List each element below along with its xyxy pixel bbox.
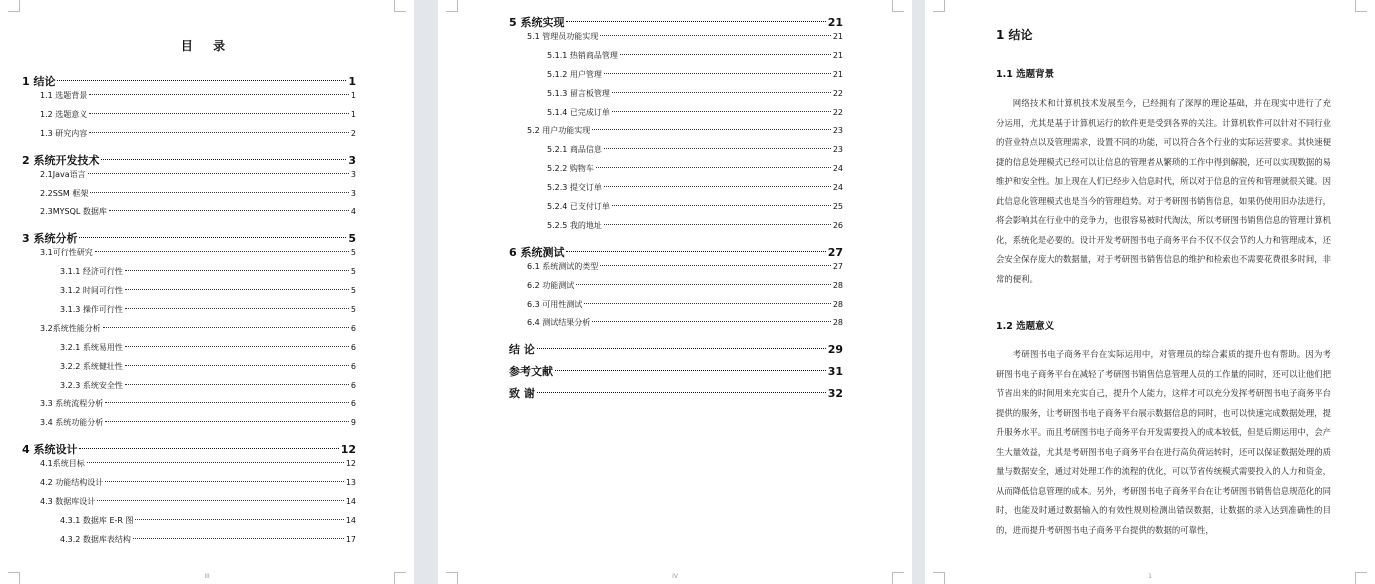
toc-entry-label: 3.1可行性研究 — [40, 248, 93, 258]
toc-entry-page: 28 — [832, 299, 843, 309]
toc-leader-dots — [79, 237, 346, 238]
toc-entry-label: 3.1.2 时间可行性 — [60, 286, 123, 296]
toc-entry-label: 4.3 数据库设计 — [40, 497, 96, 507]
toc-entry-label: 3.2.1 系统易用性 — [60, 342, 123, 352]
toc-leader-dots — [537, 392, 826, 393]
toc-leader-dots — [566, 251, 825, 252]
toc-leader-dots — [592, 129, 831, 130]
toc-entry-page: 12 — [345, 459, 356, 469]
toc-entry-page: 22 — [832, 88, 843, 98]
toc-entry-page: 17 — [345, 534, 356, 544]
page-corner-mark — [446, 0, 458, 12]
document-page-toc-1 — [0, 0, 414, 584]
document-page-chapter-1 — [925, 0, 1375, 584]
toc-entry-label: 6.1 系统测试的类型 — [527, 261, 599, 271]
page-number: IV — [672, 573, 678, 580]
toc-leader-dots — [105, 402, 349, 403]
toc-leader-dots — [592, 321, 831, 322]
toc-entry-level-2[interactable] — [22, 417, 356, 436]
toc-entry-level-2[interactable] — [22, 206, 356, 225]
toc-entry-page: 29 — [827, 343, 843, 357]
toc-leader-dots — [612, 111, 831, 112]
toc-entry-page: 3 — [350, 188, 356, 198]
toc-leader-dots — [79, 448, 338, 449]
page-corner-mark — [933, 0, 945, 12]
page-number: 1 — [1148, 573, 1152, 580]
toc-entry-label: 1.3 研究内容 — [40, 128, 88, 138]
toc-leader-dots — [109, 210, 349, 211]
toc-entry-label: 3.1.3 操作可行性 — [60, 305, 123, 315]
toc-entry-label: 4 系统设计 — [22, 443, 78, 457]
toc-leader-dots — [135, 519, 343, 520]
toc-entry-page: 14 — [345, 497, 356, 507]
toc-title: 目 录 — [180, 39, 234, 53]
toc-entry-page: 4 — [350, 207, 356, 217]
toc-entry-page: 3 — [348, 153, 356, 167]
toc-entry-label: 3.3 系统流程分析 — [40, 399, 104, 409]
toc-entry-page: 9 — [350, 418, 356, 428]
paragraph-significance: 考研图书电子商务平台在实际运用中，对管理员的综合素质的提升也有帮助。因为考研图书电子商务平台在减轻了考研图书销售信息管理人员的工作量的同时，还可以让他们把节省出来的时间用来充实自己，提升个人能力，这样才可以充分发挥考研图书电子商务平台提供的服务，让考研图书电子商务平台展示数据信息的同时，也可以快速完成数据处理，提升服务水平。而且考研图书电子商务平台开发需要投入的成本较低，但是后期运用中，会产生大量效益，尤其是考研图书电子商务平台在进行高负荷运转时，还可以保证数据处理的质量与数据安全，通过对处理工作的流程的优化，可以节省传统模式需要投入的人力和资金，从而降低信息管理的成本。另外，考研图书电子商务平台在让考研图书销售信息规范化的同时，也能及时通过数据输入的有效性规则检测出错误数据，让数据的录入达到准确性的目的，进而提升考研图书电子商务平台提供的数据的可靠性， — [996, 349, 1331, 535]
toc-entry-label: 1.2 选题意义 — [40, 109, 88, 119]
toc-leader-dots — [95, 251, 349, 252]
toc-entry-page: 26 — [832, 220, 843, 230]
toc-entry-page: 25 — [832, 202, 843, 212]
toc-entry-page: 21 — [827, 16, 843, 29]
toc-leader-dots — [125, 346, 349, 347]
toc-entry-page: 23 — [832, 145, 843, 155]
section-title-significance: 1.2 选题意义 — [996, 321, 1055, 332]
toc-entry-level-2[interactable] — [22, 247, 356, 266]
toc-entry-page: 6 — [350, 323, 356, 333]
toc-leader-dots — [604, 73, 831, 74]
toc-entry-label: 6.2 功能测试 — [527, 280, 575, 290]
toc-entry-level-1[interactable] — [509, 13, 843, 31]
toc-leader-dots — [125, 308, 349, 309]
toc-leader-dots — [87, 462, 344, 463]
toc-leader-dots — [105, 481, 344, 482]
toc-entry-label: 5.2 用户功能实现 — [527, 126, 591, 136]
toc-entry-page: 31 — [827, 365, 843, 379]
toc-entry-label: 4.3.1 数据库 E-R 图 — [60, 515, 134, 525]
toc-entry-label: 5.2.1 商品信息 — [547, 145, 602, 155]
toc-leader-dots — [90, 192, 349, 193]
toc-entry-page: 23 — [832, 126, 843, 136]
document-page-toc-2 — [438, 0, 912, 584]
toc-entry-level-3[interactable] — [509, 220, 843, 239]
paragraph-background: 网络技术和计算机技术发展至今，已经拥有了深厚的理论基础，并在现实中进行了充分运用，尤其是基于计算机运行的软件更是受到各界的关注。计算机软件可以针对不同行业的营业特点以及管理需求，设置不同的功能，可以符合各个行业的实际运营要求。其快速便捷的信息处理模式已经可以让信息的管理者从繁琐的工作中得到解脱，还可以实现数据的易维护和安全性。加上现在人们已经步入信息时代，所以对于信息的宣传和管理就很关键。因此信息化管理模式也是当今的管理趋势。对于考研图书销售信息，如果仍使用旧办法进行，将会影响其在行业中的竞争力，也很容易被时代淘汰，所以考研图书销售信息的管理计算机化，系统化是必要的。设计开发考研图书电子商务平台不仅不仅会节约人力和管理成本，还会安全保存庞大的数据量，对于考研图书销售信息的维护和检索也不需要花费很多时间，非常的便利。 — [996, 98, 1331, 284]
toc-entry-page: 28 — [832, 318, 843, 328]
toc-entry-page: 3 — [350, 169, 356, 179]
toc-entry-level-2[interactable] — [509, 261, 843, 280]
toc-entry-label: 6.4 测试结果分析 — [527, 318, 591, 328]
toc-entry-page: 2 — [350, 128, 356, 138]
toc-entry-label: 5.1.2 用户管理 — [547, 69, 602, 79]
page-number: III — [204, 573, 210, 580]
toc-leader-dots — [57, 80, 346, 81]
toc-entry-level-2[interactable] — [509, 299, 843, 318]
toc-entry-level-1[interactable] — [22, 440, 356, 458]
toc-entry-label: 5.1.1 热销商品管理 — [547, 50, 618, 60]
toc-entry-label: 2.1Java语言 — [40, 169, 86, 179]
toc-leader-dots — [612, 92, 831, 93]
toc-entry-page: 6 — [350, 380, 356, 390]
toc-entry-label: 5.2.2 购物车 — [547, 164, 594, 174]
toc-entry-label: 5.1 管理员功能实现 — [527, 32, 599, 41]
toc-entry-page: 6 — [350, 342, 356, 352]
toc-leader-dots — [133, 538, 344, 539]
toc-entry-label: 3 系统分析 — [22, 232, 78, 246]
toc-entry-label: 2.2SSM 框架 — [40, 188, 89, 198]
toc-leader-dots — [604, 186, 831, 187]
toc-entry-level-2[interactable] — [22, 109, 356, 128]
toc-entry-level-2[interactable] — [22, 477, 356, 496]
toc-entry-page: 24 — [832, 183, 843, 193]
toc-leader-dots — [105, 421, 349, 422]
toc-entry-label: 3.2.3 系统安全性 — [60, 380, 123, 390]
toc-entry-label: 4.3.2 数据库表结构 — [60, 534, 131, 544]
toc-entry-level-3[interactable] — [509, 201, 843, 220]
toc-leader-dots — [125, 289, 349, 290]
page-corner-mark — [394, 0, 406, 12]
toc-entry-level-3[interactable] — [509, 50, 843, 69]
toc-entry-level-3[interactable] — [509, 163, 843, 182]
page-corner-mark — [892, 0, 904, 12]
toc-entry-level-2[interactable] — [22, 496, 356, 515]
toc-entry-label: 1.1 选题背景 — [40, 91, 88, 100]
toc-leader-dots — [125, 384, 349, 385]
toc-entry-page: 1 — [350, 109, 356, 119]
toc-entry-label: 3.1.1 经济可行性 — [60, 267, 123, 277]
toc-entry-level-2[interactable] — [22, 169, 356, 188]
toc-entry-level-3[interactable] — [22, 285, 356, 304]
toc-entry-level-1[interactable] — [22, 229, 356, 247]
toc-entry-label: 4.1系统目标 — [40, 459, 85, 469]
toc-entry-label: 5.1.4 已完成订单 — [547, 107, 610, 117]
page-corner-mark — [1355, 0, 1367, 12]
toc-leader-dots — [620, 54, 831, 55]
toc-entry-label: 致 谢 — [509, 387, 535, 401]
toc-leader-dots — [101, 159, 346, 160]
toc-entry-level-2[interactable] — [22, 188, 356, 207]
toc-entry-level-2[interactable] — [22, 323, 356, 342]
toc-entry-level-1[interactable] — [509, 243, 843, 261]
toc-leader-dots — [89, 94, 349, 95]
toc-entry-label: 2.3MYSQL 数据库 — [40, 207, 107, 217]
toc-leader-dots — [537, 348, 826, 349]
toc-entry-level-3[interactable] — [22, 304, 356, 323]
toc-entry-label: 参考文献 — [509, 365, 553, 379]
toc-entry-page: 6 — [350, 399, 356, 409]
toc-entry-level-3[interactable] — [22, 342, 356, 361]
toc-entry-label: 6.3 可用性测试 — [527, 299, 583, 309]
toc-leader-dots — [600, 35, 831, 36]
toc-leader-dots — [88, 173, 349, 174]
toc-entry-level-3[interactable] — [22, 380, 356, 399]
toc-entry-page: 32 — [827, 387, 843, 401]
toc-entry-page: 1 — [348, 75, 356, 88]
toc-entry-page: 5 — [350, 267, 356, 277]
toc-entry-page: 12 — [340, 443, 356, 457]
toc-list — [22, 72, 356, 553]
toc-entry-label: 3.4 系统功能分析 — [40, 418, 104, 428]
toc-entry-page: 27 — [827, 245, 843, 259]
toc-entry-page: 14 — [345, 515, 356, 525]
toc-entry-level-2[interactable] — [509, 31, 843, 50]
toc-entry-level-2[interactable] — [509, 280, 843, 299]
toc-entry-level-3[interactable] — [509, 69, 843, 88]
toc-entry-level-2[interactable] — [22, 458, 356, 477]
toc-entry-level-1[interactable] — [509, 362, 843, 380]
toc-entry-level-3[interactable] — [22, 266, 356, 285]
toc-entry-level-1[interactable] — [509, 384, 843, 402]
toc-leader-dots — [600, 265, 831, 266]
toc-entry-level-3[interactable] — [22, 361, 356, 380]
toc-entry-page: 21 — [832, 32, 843, 41]
toc-leader-dots — [103, 327, 349, 328]
toc-entry-level-2[interactable] — [22, 90, 356, 109]
toc-entry-level-2[interactable] — [22, 398, 356, 417]
toc-entry-level-3[interactable] — [22, 534, 356, 553]
toc-entry-label: 5 系统实现 — [509, 16, 565, 29]
toc-leader-dots — [97, 500, 344, 501]
toc-leader-dots — [89, 113, 349, 114]
toc-entry-page: 27 — [832, 261, 843, 271]
toc-entry-level-3[interactable] — [509, 144, 843, 163]
toc-leader-dots — [125, 365, 349, 366]
toc-entry-level-3[interactable] — [509, 107, 843, 126]
toc-entry-page: 1 — [350, 91, 356, 100]
toc-leader-dots — [596, 167, 831, 168]
toc-leader-dots — [604, 224, 831, 225]
toc-entry-page: 22 — [832, 107, 843, 117]
chapter-title: 1 结论 — [996, 28, 1033, 42]
toc-entry-level-2[interactable] — [22, 128, 356, 147]
toc-entry-label: 3.2系统性能分析 — [40, 323, 101, 333]
toc-entry-page: 13 — [345, 478, 356, 488]
toc-entry-page: 5 — [350, 305, 356, 315]
toc-entry-label: 结 论 — [509, 343, 535, 357]
toc-list — [509, 13, 843, 402]
toc-entry-level-1[interactable] — [22, 72, 356, 90]
page-corner-mark — [8, 0, 20, 12]
toc-entry-page: 6 — [350, 361, 356, 371]
toc-entry-page: 21 — [832, 69, 843, 79]
toc-entry-label: 3.2.2 系统健壮性 — [60, 361, 123, 371]
toc-leader-dots — [584, 303, 831, 304]
toc-entry-page: 28 — [832, 280, 843, 290]
toc-leader-dots — [576, 284, 831, 285]
toc-entry-page: 5 — [350, 286, 356, 296]
toc-entry-page: 21 — [832, 50, 843, 60]
toc-leader-dots — [604, 148, 831, 149]
toc-entry-page: 24 — [832, 164, 843, 174]
toc-entry-page: 5 — [348, 232, 356, 246]
toc-entry-label: 1 结论 — [22, 75, 56, 88]
toc-leader-dots — [89, 132, 349, 133]
toc-entry-label: 2 系统开发技术 — [22, 153, 100, 167]
toc-entry-label: 6 系统测试 — [509, 245, 565, 259]
toc-leader-dots — [612, 205, 831, 206]
toc-entry-label: 5.2.4 已支付订单 — [547, 202, 610, 212]
toc-entry-label: 5.1.3 留言板管理 — [547, 88, 610, 98]
toc-leader-dots — [566, 21, 825, 22]
toc-leader-dots — [555, 370, 826, 371]
toc-entry-level-2[interactable] — [509, 317, 843, 336]
toc-entry-level-3[interactable] — [509, 182, 843, 201]
toc-entry-level-3[interactable] — [22, 515, 356, 534]
toc-entry-level-3[interactable] — [509, 88, 843, 107]
section-title-background: 1.1 选题背景 — [996, 69, 1055, 80]
toc-entry-label: 4.2 功能结构设计 — [40, 478, 104, 488]
toc-entry-level-2[interactable] — [509, 125, 843, 144]
toc-entry-label: 5.2.5 我的地址 — [547, 220, 602, 230]
toc-entry-label: 5.2.3 提交订单 — [547, 183, 602, 193]
toc-entry-level-1[interactable] — [509, 340, 843, 358]
toc-entry-level-1[interactable] — [22, 151, 356, 169]
toc-leader-dots — [125, 270, 349, 271]
toc-entry-page: 5 — [350, 248, 356, 258]
